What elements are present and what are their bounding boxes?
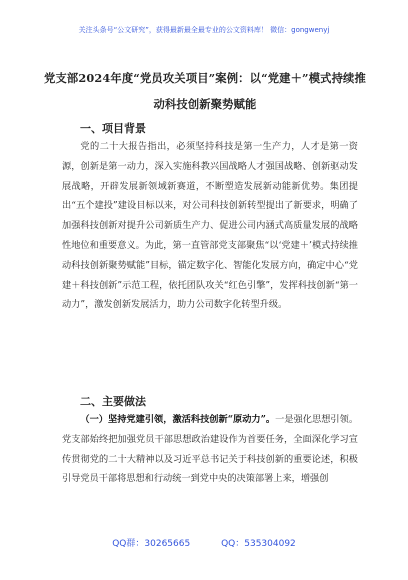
footer-qq: QQ：535304092 (221, 539, 296, 549)
section-heading-background: 一、项目背景 (80, 122, 146, 135)
footer-qq-group: QQ群：30265665 (112, 539, 191, 549)
practices-body: 一是强化思想引领。党支部始终把加强党员干部思想政治建设作为首要任务，全面深化学习宣传贯彻党的二十大精神以及习近平总书记关于科技创新的重要论述，积极引导党员干部将思想和行动统一到党中央的决策部署上来，增强创 (62, 414, 359, 485)
header-promo-note: 关注头条号“公文研究”，获得最新最全最专业的公文资料库！ 微信：gongwenyj (78, 26, 330, 34)
practices-subheading: （一）坚持党建引领，激活科技创新“原动力”。 (80, 414, 276, 425)
document-title: 党支部2024年度“党员攻关项目”案例：以“党建＋”模式持续推动科技创新聚势赋能 (44, 71, 366, 111)
section-heading-practices: 二、主要做法 (80, 395, 146, 408)
practices-paragraph (62, 410, 358, 489)
footer-contact (0, 536, 408, 549)
background-paragraph: 党的二十大报告指出，必须坚持科技是第一生产力，人才是第一资源，创新是第一动力，深入实施科教兴国战略人才强国战略、创新驱动发展战略，开辟发展新领域新赛道，不断塑造发展新动能新优势。集团提出“五个建投”建设目标以来，对公司科技创新转型提出了新要求，明确了加强科技创新对提升公司新质生产力、促进公司内涵式高质量发展的战略性地位和重要意义。为此，第一直管部党支部聚焦“以‘党建＋’模式持续推动科技创新聚势赋能”目标，锚定数字化、智能化发展方向，确定中心“党建＋科技创新”示范工程，依托团队攻关“红色引擎”，发挥科技创新“第一动力”，激发创新发展活力，助力公司数字化转型升级。 (62, 141, 358, 311)
